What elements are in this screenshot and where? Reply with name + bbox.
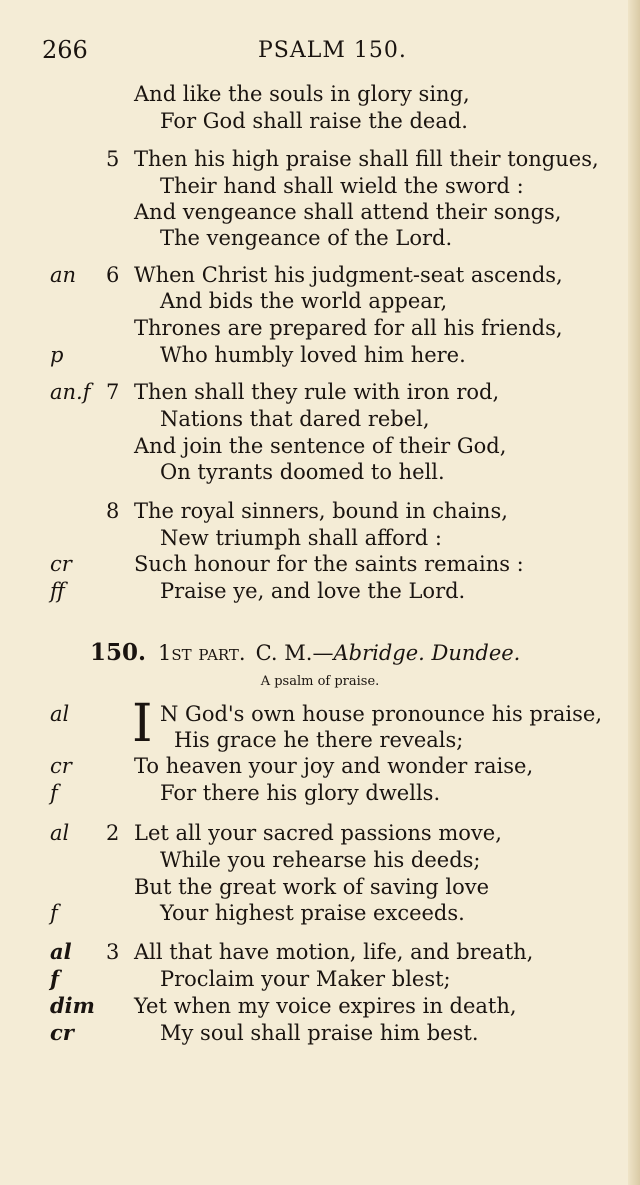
verse-line: Yet when my voice expires in death, <box>134 994 517 1018</box>
verse-line: And vengeance shall attend their songs, <box>134 200 562 224</box>
psalm-number: 150. <box>90 639 147 666</box>
page-number: 266 <box>42 36 88 64</box>
verse-line: Such honour for the saints remains : <box>134 552 524 576</box>
dynamic-mark: al <box>50 702 70 726</box>
verse-line: Let all your sacred passions move, <box>134 821 502 845</box>
verse-line: Then shall they rule with iron rod, <box>134 380 500 404</box>
dynamic-mark: f <box>50 901 58 925</box>
drop-cap: I <box>132 694 153 754</box>
verse-line: For God shall raise the dead. <box>160 109 468 133</box>
stanza-number: 2 <box>106 821 120 845</box>
dynamic-mark: dim <box>50 993 95 1018</box>
verse-line: My soul shall praise him best. <box>160 1021 479 1045</box>
tune-names: Abridge. Dundee. <box>333 641 521 665</box>
verse-line: All that have motion, life, and breath, <box>134 940 534 964</box>
verse-line: And bids the world appear, <box>160 289 448 313</box>
verse-line: Praise ye, and love the Lord. <box>160 579 466 603</box>
verse-line: New triumph shall afford : <box>160 526 442 550</box>
running-header <box>0 34 640 70</box>
verse-line: Their hand shall wield the sword : <box>160 174 524 198</box>
verse-line: For there his glory dwells. <box>160 781 441 805</box>
verse-line: And like the souls in glory sing, <box>134 82 470 106</box>
page-edge <box>628 0 640 1185</box>
dynamic-mark: cr <box>50 754 72 778</box>
verse-line: While you rehearse his deeds; <box>160 848 481 872</box>
dynamic-mark: an <box>50 263 77 287</box>
dynamic-mark: cr <box>50 552 72 576</box>
verse-line: N God's own house pronounce his praise, <box>160 702 603 726</box>
verse-line: Who humbly loved him here. <box>160 343 466 367</box>
verse-line: On tyrants doomed to hell. <box>160 460 445 484</box>
verse-line: And join the sentence of their God, <box>134 434 507 458</box>
verse-line: Thrones are prepared for all his friends, <box>134 316 563 340</box>
verse-line: Proclaim your Maker blest; <box>160 967 451 991</box>
running-title: PSALM 150. <box>258 38 407 63</box>
dynamic-mark: an.f <box>50 380 91 404</box>
verse-line: Nations that dared rebel, <box>160 407 430 431</box>
dynamic-mark: f <box>50 781 58 805</box>
verse-line: When Christ his judgment-seat ascends, <box>134 263 563 287</box>
psalm-subtitle: A psalm of praise. <box>260 674 380 689</box>
verse-line: But the great work of saving love <box>134 875 490 899</box>
dynamic-mark: p <box>50 343 64 367</box>
stanza-number: 3 <box>106 940 120 964</box>
verse-line: To heaven your joy and wonder raise, <box>134 754 534 778</box>
verse-line: His grace he there reveals; <box>174 728 464 752</box>
verse-line: Then his high praise shall fill their tongues, <box>134 147 599 171</box>
stanza-number: 8 <box>106 499 120 523</box>
dynamic-mark: f <box>50 966 60 991</box>
psalm-meter: C. M.— <box>255 641 334 665</box>
dynamic-mark: al <box>50 821 70 845</box>
psalm-heading <box>90 638 520 668</box>
psalm-part: 1st part. <box>158 641 246 665</box>
verse-line: The royal sinners, bound in chains, <box>134 499 508 523</box>
dynamic-mark: al <box>50 939 72 964</box>
dynamic-mark: ff <box>50 579 65 603</box>
stanza-number: 7 <box>106 380 120 404</box>
stanza-number: 6 <box>106 263 120 287</box>
verse-line: Your highest praise exceeds. <box>160 901 465 925</box>
stanza-number: 5 <box>106 147 120 171</box>
dynamic-mark: cr <box>50 1020 74 1045</box>
verse-line: The vengeance of the Lord. <box>160 226 453 250</box>
